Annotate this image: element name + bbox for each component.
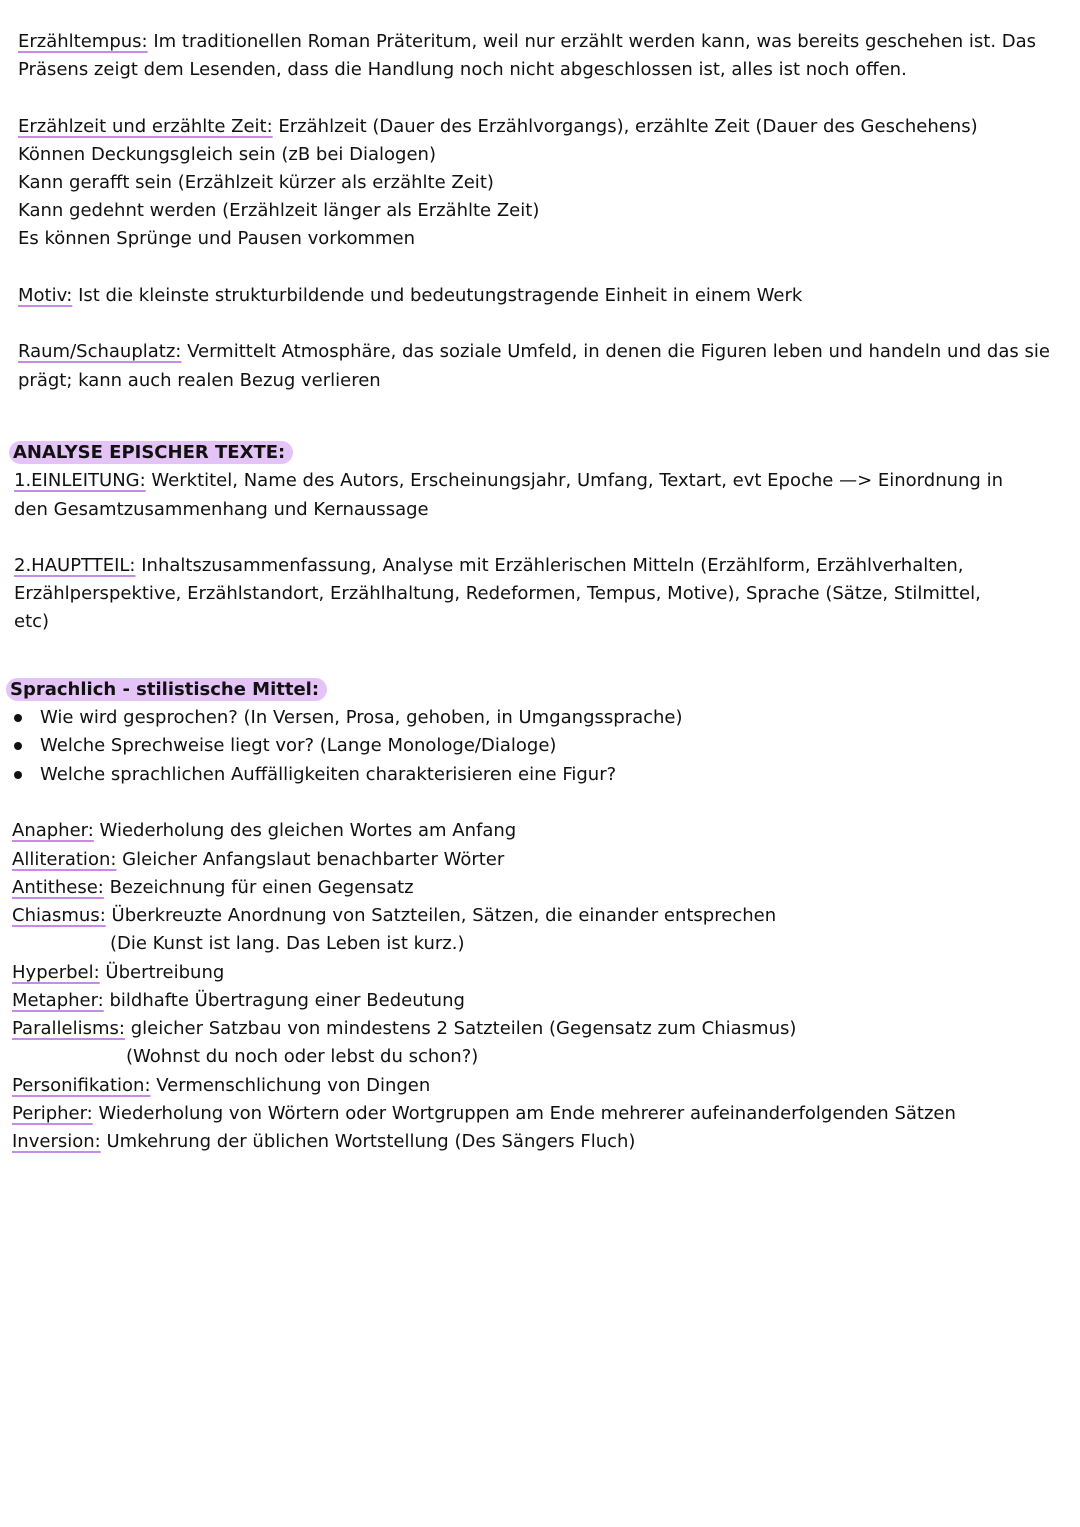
figure-term: Alliteration: — [12, 849, 117, 870]
figure-text: Vermenschlichung von Dingen — [156, 1075, 431, 1096]
figure-antithese — [12, 876, 414, 900]
tempus-text-2: Präsens zeigt dem Lesenden, dass die Handlung noch nicht abgeschlossen ist, alles ist noch offen. — [18, 59, 907, 80]
figure-term: Parallelisms: — [12, 1018, 125, 1039]
erzaehlzeit-line-3: Kann gerafft sein (Erzählzeit kürzer als erzählte Zeit) — [18, 172, 494, 193]
tempus-text-1: Im traditionellen Roman Präteritum, weil nur erzählt werden kann, was bereits geschehen ist. Das — [153, 31, 1037, 52]
figure-term: Chiasmus: — [12, 905, 106, 926]
figure-anapher — [12, 819, 516, 843]
figure-hyperbel — [12, 961, 224, 985]
figure-metapher — [12, 989, 465, 1013]
figure-parallelism — [12, 1017, 796, 1041]
erzaehlzeit-line-1 — [18, 115, 978, 139]
figure-text: Bezeichnung für einen Gegensatz — [109, 877, 414, 898]
erzaehlzeit-line-5: Es können Sprünge und Pausen vorkommen — [18, 228, 416, 249]
figure-term: Hyperbel: — [12, 962, 100, 983]
einleitung-text-1: Werktitel, Name des Autors, Erscheinungsjahr, Umfang, Textart, evt Epoche —> Einordnung in — [151, 470, 1003, 491]
raum-text-1: Vermittelt Atmosphäre, das soziale Umfeld, in denen die Figuren leben und handeln und das sie — [187, 341, 1050, 362]
figure-term: Anapher: — [12, 820, 94, 841]
raum-term: Raum/Schauplatz: — [18, 341, 182, 362]
stil-heading: Sprachlich - stilistische Mittel: — [6, 678, 327, 701]
figure-alliteration — [12, 848, 504, 872]
stil-bullet-2: Welche Sprechweise liegt vor? (Lange Monologe/Dialoge) — [40, 735, 557, 756]
motiv-text: Ist die kleinste strukturbildende und bedeutungstragende Einheit in einem Werk — [78, 285, 803, 306]
hauptteil-text-1: Inhaltszusammenfassung, Analyse mit Erzählerischen Mitteln (Erzählform, Erzählverhalten, — [141, 555, 964, 576]
stil-bullet-3: Welche sprachlichen Auffälligkeiten charakterisieren eine Figur? — [40, 764, 617, 785]
figure-text: Gleicher Anfangslaut benachbarter Wörter — [122, 849, 505, 870]
figure-term: Personifikation: — [12, 1075, 151, 1096]
figure-personifikation — [12, 1074, 430, 1098]
figure-text: Wiederholung des gleichen Wortes am Anfang — [99, 820, 517, 841]
hauptteil-term: 2.HAUPTTEIL: — [14, 555, 136, 576]
figure-chiasmus-example: (Die Kunst ist lang. Das Leben ist kurz.) — [110, 933, 465, 954]
figure-peripher — [12, 1102, 956, 1126]
tempus-line-1 — [18, 30, 1036, 54]
stil-bullet-1: Wie wird gesprochen? (In Versen, Prosa, gehoben, in Umgangssprache) — [40, 707, 683, 728]
bullet-dot — [14, 714, 22, 722]
einleitung-text-2: den Gesamtzusammenhang und Kernaussage — [14, 499, 429, 520]
bullet-dot — [14, 771, 22, 779]
hauptteil-line-1 — [14, 554, 964, 578]
figure-text: bildhafte Übertragung einer Bedeutung — [109, 990, 465, 1011]
figure-text: gleicher Satzbau von mindestens 2 Satzteilen (Gegensatz zum Chiasmus) — [130, 1018, 797, 1039]
analyse-heading-line — [9, 441, 293, 465]
tempus-term: Erzähltempus: — [18, 31, 148, 52]
figure-inversion — [12, 1130, 635, 1154]
figure-chiasmus — [12, 904, 776, 928]
hauptteil-text-2: Erzählperspektive, Erzählstandort, Erzählhaltung, Redeformen, Tempus, Motive), Sprache (Sätze, Stilmittel, — [14, 583, 981, 604]
motiv-line — [18, 284, 802, 308]
erzaehlzeit-text-1: Erzählzeit (Dauer des Erzählvorgangs), erzählte Zeit (Dauer des Geschehens) — [278, 116, 978, 137]
figure-term: Antithese: — [12, 877, 104, 898]
figure-text: Übertreibung — [105, 962, 225, 983]
raum-line-1 — [18, 340, 1050, 364]
erzaehlzeit-term: Erzählzeit und erzählte Zeit: — [18, 116, 273, 137]
erzaehlzeit-line-2: Können Deckungsgleich sein (zB bei Dialogen) — [18, 144, 436, 165]
stil-heading-line — [6, 678, 327, 702]
figure-text: Wiederholung von Wörtern oder Wortgruppen am Ende mehrerer aufeinanderfolgenden Sätzen — [98, 1103, 956, 1124]
erzaehlzeit-line-4: Kann gedehnt werden (Erzählzeit länger als Erzählte Zeit) — [18, 200, 540, 221]
figure-term: Peripher: — [12, 1103, 93, 1124]
analyse-heading: ANALYSE EPISCHER TEXTE: — [9, 441, 293, 464]
figure-term: Metapher: — [12, 990, 104, 1011]
figure-text: Umkehrung der üblichen Wortstellung (Des Sängers Fluch) — [106, 1131, 636, 1152]
figure-text: Überkreuzte Anordnung von Satzteilen, Sätzen, die einander entsprechen — [111, 905, 777, 926]
raum-text-2: prägt; kann auch realen Bezug verlieren — [18, 370, 381, 391]
figure-term: Inversion: — [12, 1131, 101, 1152]
bullet-dot — [14, 742, 22, 750]
hauptteil-text-3: etc) — [14, 611, 50, 632]
einleitung-term: 1.EINLEITUNG: — [14, 470, 146, 491]
einleitung-line-1 — [14, 469, 1003, 493]
figure-parallelism-example: (Wohnst du noch oder lebst du schon?) — [126, 1046, 479, 1067]
motiv-term: Motiv: — [18, 285, 73, 306]
